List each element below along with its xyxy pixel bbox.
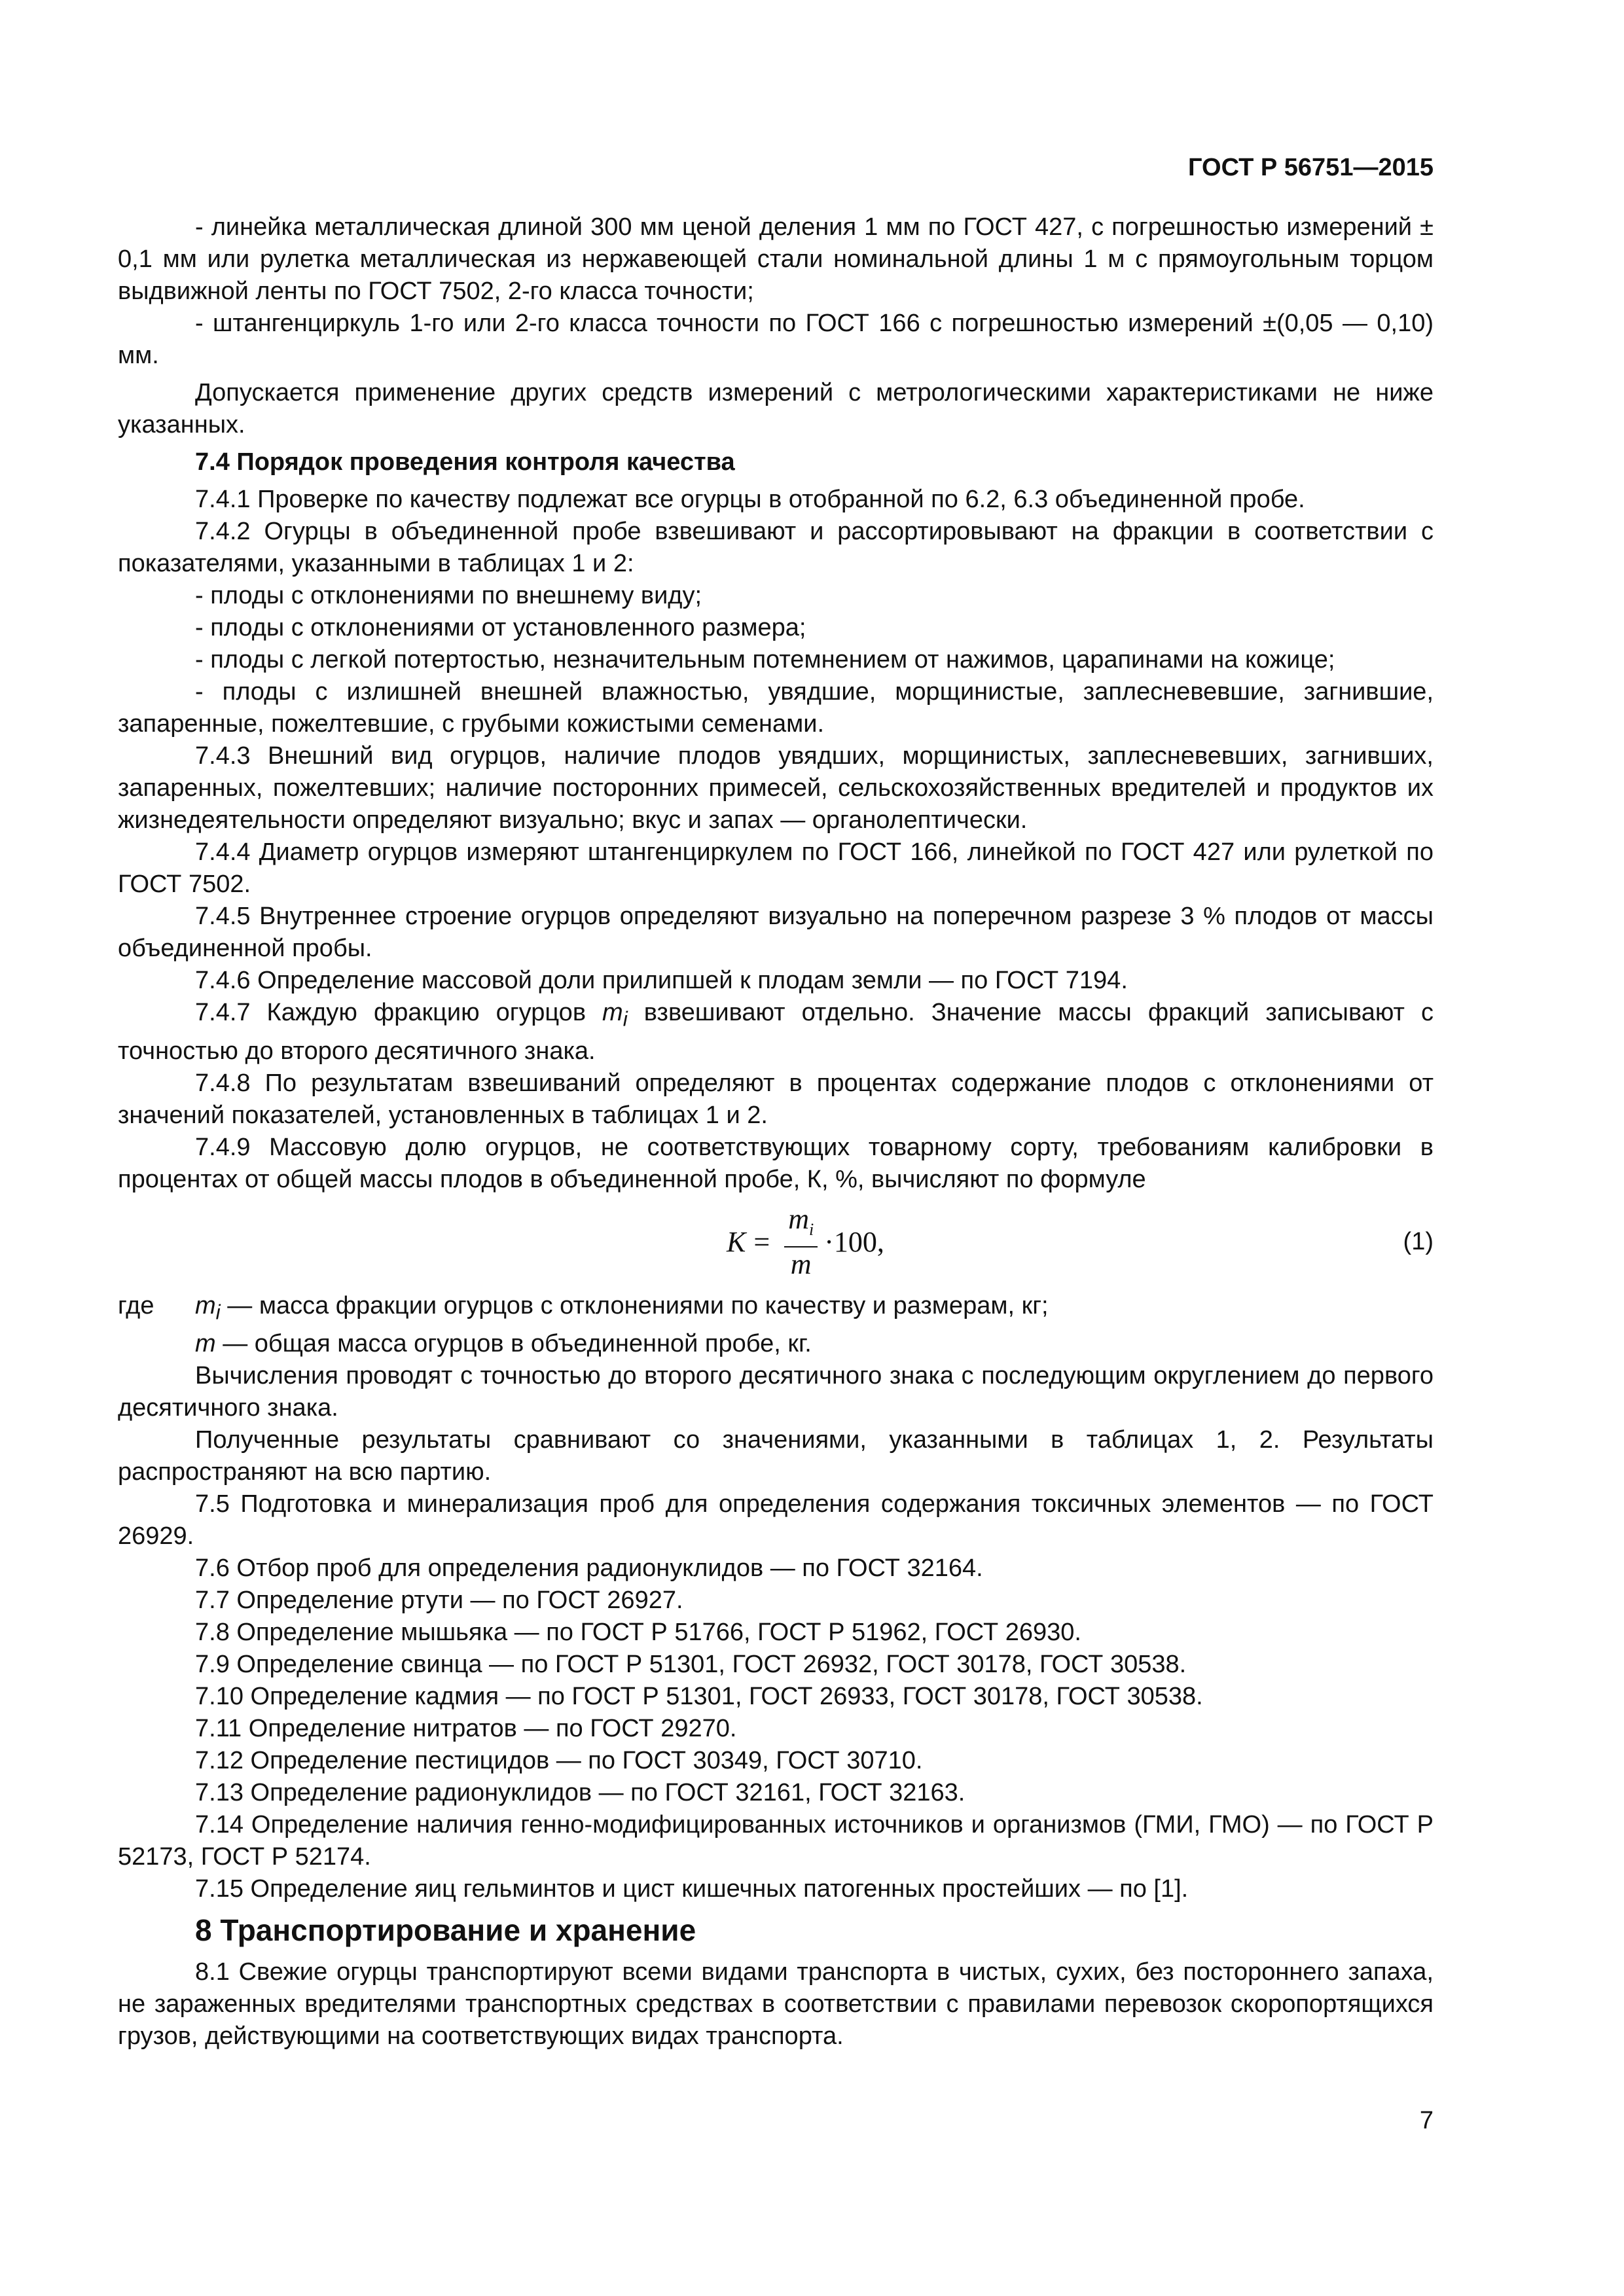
formula [727, 1204, 884, 1281]
item-7-4-4: 7.4.4 Диаметр огурцов измеряют штангенциркулем по ГОСТ 166, линейкой по ГОСТ 427 или рулеткой по ГОСТ 7502. [118, 838, 1434, 898]
document-code-header: ГОСТ Р 56751—2015 [1188, 154, 1434, 181]
section-8-title: 8 Транспортирование и хранение [195, 1913, 696, 1948]
list-item: - плоды с излишней внешней влажностью, увядшие, морщинистые, заплесневевшие, загнившие, запаренные, пожелтевшие, с грубыми кожистыми семенами. [118, 678, 1434, 738]
item-7-4-5: 7.4.5 Внутреннее строение огурцов определяют визуально на поперечном разрезе 3 % плодов от массы объединенной пробы. [118, 903, 1434, 962]
item-7-12: 7.12 Определение пестицидов — по ГОСТ 30349, ГОСТ 30710. [195, 1747, 923, 1775]
item-7-4-3: 7.4.3 Внешний вид огурцов, наличие плодов увядших, морщинистых, заплесневевших, загнивших, запаренных, пожелтевших; наличие посторонних примесей, сельскохозяйственных вредителей и продуктов их жизнедеятельности определяют визуально; вкус и запах — органолептически. [118, 742, 1434, 834]
measurement-tool-caliper: - штангенциркуль 1-го или 2-го класса точности по ГОСТ 166 с погрешностью измерений ±(0,05 — 0,10) мм. [118, 310, 1434, 369]
item-7-10: 7.10 Определение кадмия — по ГОСТ Р 51301, ГОСТ 26933, ГОСТ 30178, ГОСТ 30538. [195, 1683, 1203, 1711]
measurement-tool-ruler: - линейка металлическая длиной 300 мм ценой деления 1 мм по ГОСТ 427, с погрешностью измерений ± 0,1 мм или рулетка металлическая из нержавеющей стали номинальной длины 1 м с прямоугольным торцом выдвижной ленты по ГОСТ 7502, 2-го класса точности; [118, 213, 1434, 305]
formula-legend [118, 1290, 1434, 1361]
item-7-7: 7.7 Определение ртути — по ГОСТ 26927. [195, 1587, 683, 1615]
list-item: - плоды с отклонениями по внешнему виду; [195, 582, 702, 609]
formula-lhs: K [727, 1226, 746, 1259]
list-item: - плоды с отклонениями от установленного размера; [195, 614, 806, 641]
legend-mi: $m_i$ — масса фракции огурцов с отклонениями по качеству и размерам, кг; [195, 1291, 1049, 1324]
item-7-9: 7.9 Определение свинца — по ГОСТ Р 51301, ГОСТ 26932, ГОСТ 30178, ГОСТ 30538. [195, 1651, 1187, 1679]
item-7-14: 7.14 Определение наличия генно-модифицированных источников и организмов (ГМИ, ГМО) — по ГОСТ Р 52173, ГОСТ Р 52174. [118, 1811, 1434, 1871]
formula-number: (1) [1403, 1227, 1434, 1255]
results-note: Полученные результаты сравнивают со значениями, указанными в таблицах 1, 2. Результаты распространяют на всю партию. [118, 1426, 1434, 1486]
page-number: 7 [1419, 2107, 1434, 2134]
item-7-4-6: 7.4.6 Определение массовой доли прилипшей к плодам земли — по ГОСТ 7194. [195, 967, 1128, 994]
section-7-4-title: 7.4 Порядок проведения контроля качества [195, 448, 735, 476]
item-7-4-7: 7.4.7 Каждую фракцию огурцов $m_i$ взвешивают отдельно. Значение массы фракций записывают с точностью до второго десятичного знака. [118, 999, 1434, 1065]
calculation-note: Вычисления проводят с точностью до второго десятичного знака с последующим округлением до первого десятичного знака. [118, 1362, 1434, 1422]
item-8-1: 8.1 Свежие огурцы транспортируют всеми видами транспорта в чистых, сухих, без постороннего запаха, не зараженных вредителями транспортных средствах в соответствии с правилами перевозок скоропортящихся грузов, действующими на соответствующих видах транспорта. [118, 1958, 1434, 2051]
item-7-8: 7.8 Определение мышьяка — по ГОСТ Р 51766, ГОСТ Р 51962, ГОСТ 26930. [195, 1619, 1081, 1647]
item-7-4-1: 7.4.1 Проверке по качеству подлежат все огурцы в отобранной по 6.2, 6.3 объединенной пробе. [195, 486, 1305, 513]
item-7-4-8: 7.4.8 По результатам взвешиваний определяют в процентах содержание плодов с отклонениями от значений показателей, установленных в таблицах 1 и 2. [118, 1069, 1434, 1129]
item-7-15: 7.15 Определение яиц гельминтов и цист кишечных патогенных простейших — по [1]. [195, 1875, 1189, 1903]
formula-denominator: m [790, 1247, 812, 1280]
item-7-13: 7.13 Определение радионуклидов — по ГОСТ 32161, ГОСТ 32163. [195, 1779, 965, 1807]
item-7-4-2: 7.4.2 Огурцы в объединенной пробе взвешивают и рассортировывают на фракции в соответствии с показателями, указанными в таблицах 1 и 2: [118, 518, 1434, 577]
item-7-6: 7.6 Отбор проб для определения радионуклидов — по ГОСТ 32164. [195, 1554, 983, 1583]
item-7-11: 7.11 Определение нитратов — по ГОСТ 29270. [195, 1715, 737, 1743]
item-7-4-9: 7.4.9 Массовую долю огурцов, не соответствующих товарному сорту, требованиям калибровки в процентах от общей массы плодов в объединенной пробе, К, %, вычисляют по формуле [118, 1133, 1434, 1193]
document-body [118, 211, 1434, 2053]
formula-numerator: $m_i$ [784, 1203, 818, 1247]
list-item: - плоды с легкой потертостью, незначительным потемнением от нажимов, царапинами на кожице; [195, 646, 1335, 673]
legend-m: m — общая масса огурцов в объединенной пробе, кг. [195, 1330, 812, 1358]
formula-fraction [784, 1203, 818, 1282]
formula-multiplier: ·100, [824, 1226, 884, 1259]
alternative-tools-note: Допускается применение других средств измерений с метрологическими характеристиками не ниже указанных. [118, 379, 1434, 439]
item-7-5: 7.5 Подготовка и минерализация проб для определения содержания токсичных элементов — по ГОСТ 26929. [118, 1490, 1434, 1551]
formula-equals: = [753, 1226, 770, 1259]
where-label: где [118, 1291, 154, 1319]
formula-block [118, 1204, 1434, 1281]
